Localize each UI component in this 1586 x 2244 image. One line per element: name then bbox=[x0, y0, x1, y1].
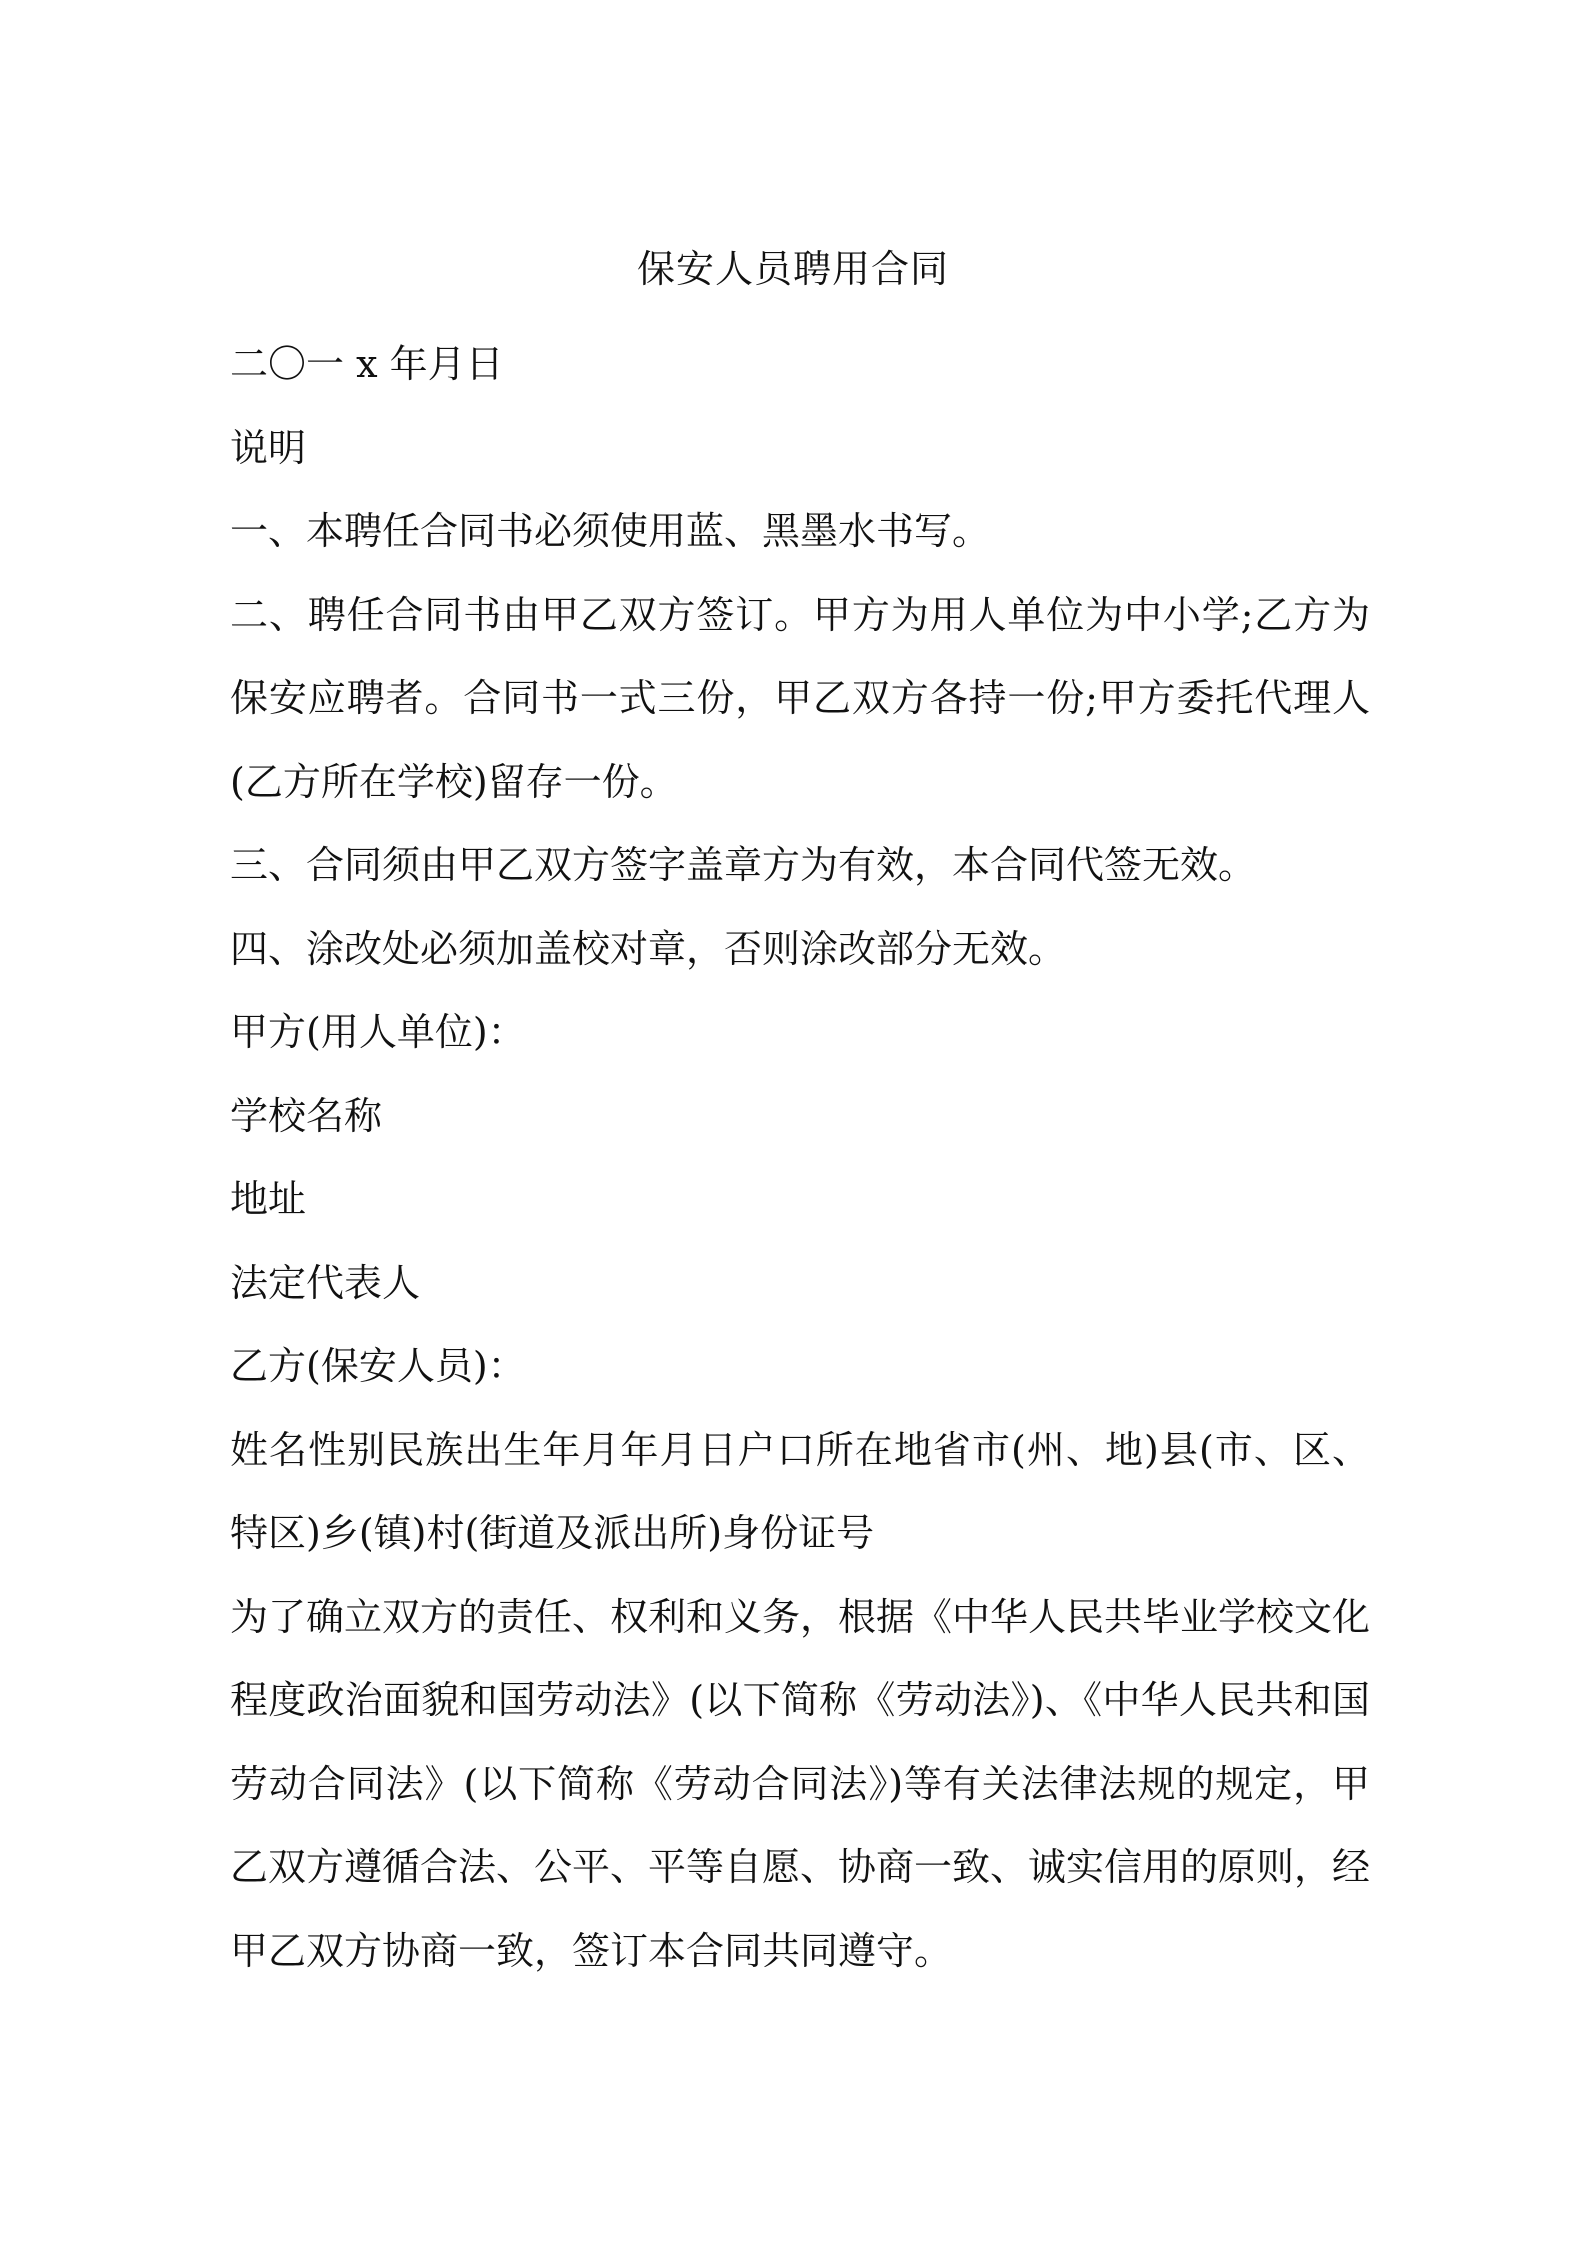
party-a-address: 地址 bbox=[230, 1177, 307, 1221]
party-a-legal-representative: 法定代表人 bbox=[230, 1260, 421, 1305]
note-item-1: 一、本聘任合同书必须使用蓝、黑墨水书写。 bbox=[230, 509, 991, 553]
party-b-details: 姓名性别民族出生年月年月日户口所在地省市(州、地)县(市、区、特区)乡(镇)村(街道及派出所)身份证号 bbox=[230, 1427, 1370, 1555]
note-item-4: 四、涂改处必须加盖校对章，否则涂改部分无效。 bbox=[230, 926, 1067, 971]
document-body bbox=[230, 323, 1370, 1993]
note-item-3: 三、合同须由甲乙双方签字盖章方为有效，本合同代签无效。 bbox=[230, 843, 1257, 887]
notes-heading: 说明 bbox=[230, 425, 307, 470]
party-a-heading: 甲方(用人单位)： bbox=[230, 1010, 526, 1054]
date-line: 二〇一 x 年月日 bbox=[230, 342, 504, 386]
party-a-school-name: 学校名称 bbox=[230, 1093, 383, 1138]
note-item-2: 二、聘任合同书由甲乙双方签订。甲方为用人单位为中小学;乙方为保安应聘者。合同书一式三份，甲乙双方各持一份;甲方委托代理人(乙方所在学校)留存一份。 bbox=[230, 592, 1370, 804]
preamble-paragraph: 为了确立双方的责任、权利和义务，根据《中华人民共毕业学校文化程度政治面貌和国劳动法》(以下简称《劳动法》)、《中华人民共和国劳动合同法》(以下简称《劳动合同法》)等有关法律法规的规定，甲乙双方遵循合法、公平、平等自愿、协商一致、诚实信用的原则，经甲乙双方协商一致，签订本合同共同遵守。 bbox=[230, 1594, 1371, 1973]
party-b-heading: 乙方(保安人员)： bbox=[230, 1344, 526, 1388]
document-title: 保安人员聘用合同 bbox=[636, 247, 949, 291]
